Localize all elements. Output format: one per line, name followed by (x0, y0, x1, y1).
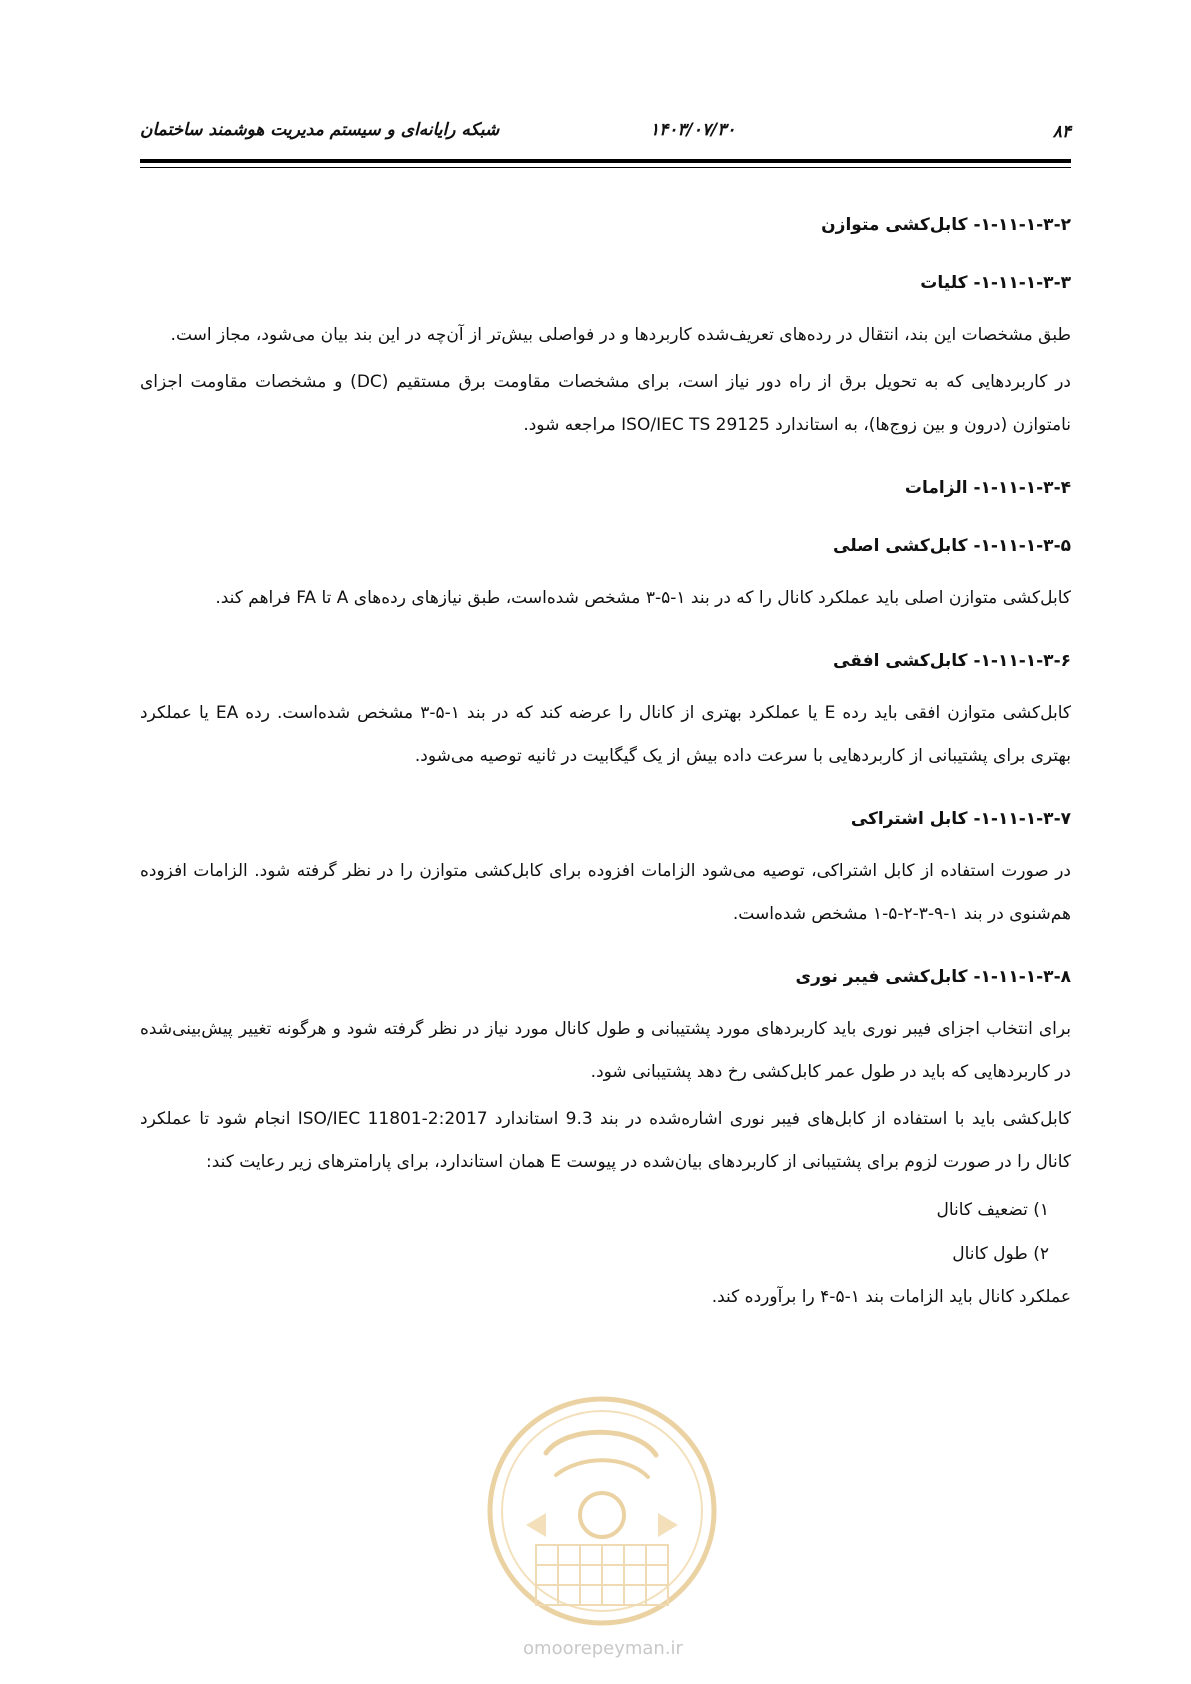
paragraph-optical-3: عملکرد کانال باید الزامات بند ۱-۵-۴ را برآورده کند. (711, 1287, 1071, 1307)
paragraph-backbone: کابل‌کشی متوازن اصلی باید عملکرد کانال را که در بند ۱-۵-۳ مشخص شده‌است، طبق نیازهای رده‌های A تا FA فراهم کند. (215, 588, 1071, 608)
list-item-length: ۲) طول کانال (952, 1244, 1049, 1264)
watermark-url: omoorepeyman.ir (523, 1638, 683, 1659)
section-heading-balanced-cabling: ۱-۱۱-۱-۳-۲- کابل‌کشی متوازن (821, 215, 1071, 235)
section-heading-requirements: ۱-۱۱-۱-۳-۴- الزامات (904, 478, 1071, 498)
running-header (140, 118, 1071, 148)
paragraph-shared-cable: در صورت استفاده از کابل اشتراکی، توصیه می‌شود الزامات افزوده برای کابل‌کشی متوازن را در نظر گرفته شود. الزامات افزوده هم‌شنوی در بند ۱-۹-۳-۲-۵-۱ مشخص شده‌است. (140, 861, 1071, 924)
paragraph-general-2: در کاربردهایی که به تحویل برق از راه دور نیاز است، برای مشخصات مقاومت برق مستقیم (DC) و مشخصات مقاومت اجزای نامتوازن (درون و بین زوج‌ها)، به استاندارد ISO/IEC TS 29125 مراجعه شود. (140, 372, 1071, 435)
list-item-attenuation: ۱) تضعیف کانال (936, 1200, 1049, 1220)
section-heading-horizontal-cabling: ۱-۱۱-۱-۳-۶- کابل‌کشی افقی (833, 651, 1071, 671)
header-rule-thick (140, 159, 1071, 163)
publisher-seal-watermark (486, 1395, 718, 1627)
header-rule-thin (140, 167, 1071, 168)
paragraph-horizontal: کابل‌کشی متوازن افقی باید رده E یا عملکرد بهتری از کانال را عرضه کند که در بند ۱-۵-۳ مشخص شده‌است. رده EA یا عملکرد بهتری برای پشتیبانی از کاربردهایی با سرعت داده بیش از یک گیگابیت در ثانیه توصیه می‌شود. (140, 703, 1071, 766)
paragraph-optical-2: کابل‌کشی باید با استفاده از کابل‌های فیبر نوری اشاره‌شده در بند 9.3 استاندارد ISO/IEC 11801-2:2017 انجام شود تا عملکرد کانال را در صورت لزوم برای پشتیبانی از کاربردهای بیان‌شده در پیوست E همان استاندارد، برای پارامترهای زیر رعایت کند: (140, 1109, 1071, 1172)
paragraph-optical-1: برای انتخاب اجزای فیبر نوری باید کاربردهای مورد پشتیبانی و طول کانال مورد نیاز در نظر گرفته شود و هرگونه تغییر پیش‌بینی‌شده در کاربردهایی که باید در طول عمر کابل‌کشی رخ دهد پشتیبانی شود. (140, 1019, 1071, 1082)
header-title: شبکه رایانه‌ای و سیستم مدیریت هوشمند ساختمان (140, 120, 500, 140)
main-content (140, 212, 1071, 1323)
section-heading-backbone-cabling: ۱-۱۱-۱-۳-۵- کابل‌کشی اصلی (833, 536, 1071, 556)
section-heading-shared-cable: ۱-۱۱-۱-۳-۷- کابل اشتراکی (850, 809, 1071, 829)
page-number: ۸۴ (1052, 122, 1071, 142)
header-date: ۱۴۰۳/۰۷/۳۰ (650, 120, 736, 140)
section-heading-general: ۱-۱۱-۱-۳-۳- کلیات (920, 273, 1071, 293)
paragraph-general-1: طبق مشخصات این بند، انتقال در رده‌های تعریف‌شده کاربردها و در فواصلی بیش‌تر از آن‌چه در این بند بیان می‌شود، مجاز است. (170, 325, 1071, 345)
section-heading-optical-fibre: ۱-۱۱-۱-۳-۸- کابل‌کشی فیبر نوری (795, 967, 1071, 987)
